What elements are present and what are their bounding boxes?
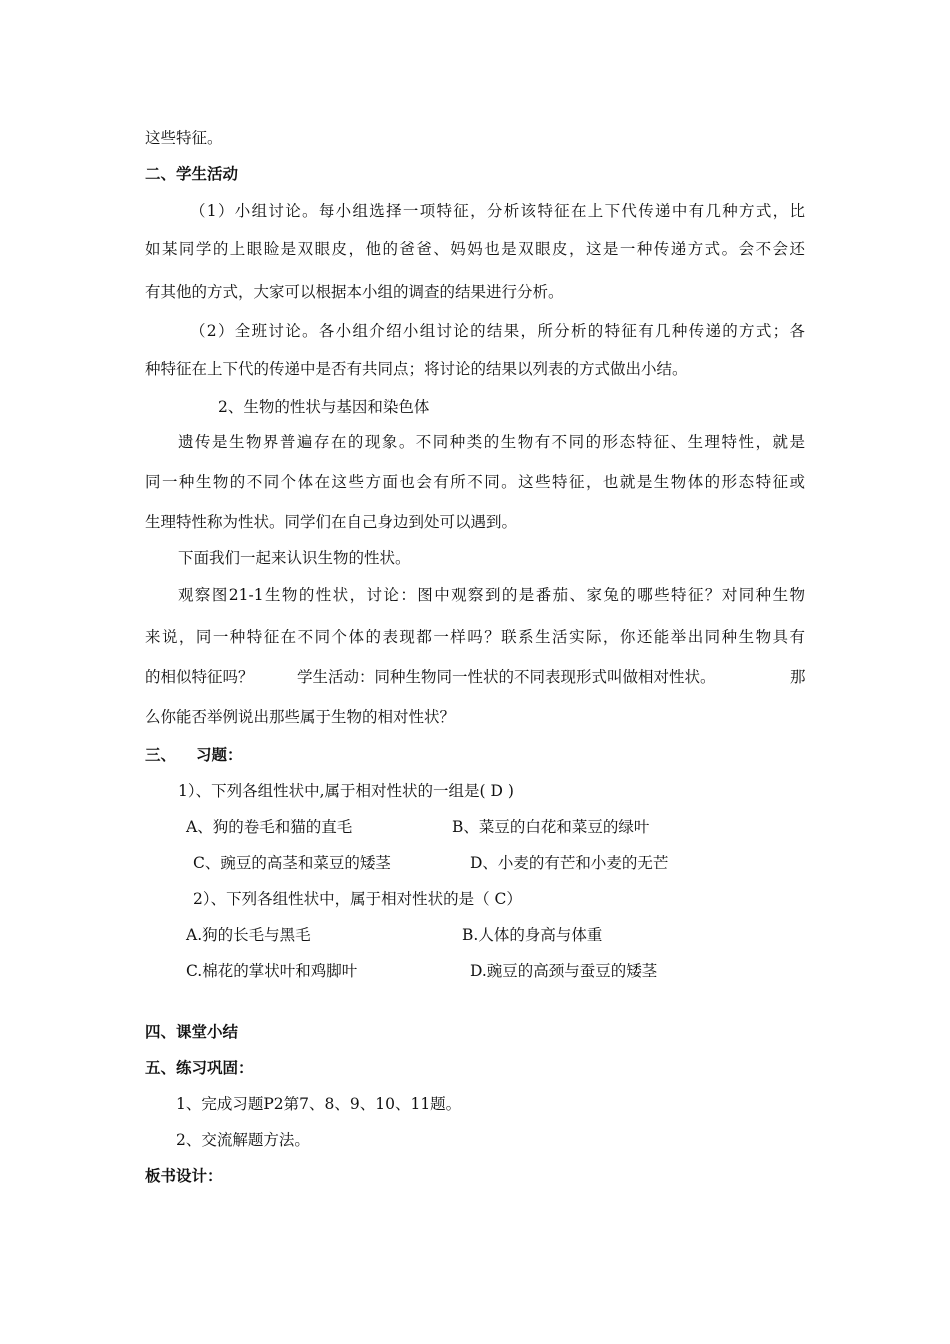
para3-line2: 来说，同一种特征在不同个体的表现都一样吗？联系生活实际，你还能举出同种生物具有 xyxy=(145,628,805,646)
exercise-item-1: 1、完成习题P2第7、8、9、10、11题。 xyxy=(176,1095,462,1113)
heading-board-design: 板书设计： xyxy=(145,1166,223,1185)
heading-practice: 五、练习巩固： xyxy=(145,1058,254,1077)
question2-stem: 2）、下列各组性状中，属于相对性状的是（ C） xyxy=(193,890,522,908)
subheading-traits-genes: 2、生物的性状与基因和染色体 xyxy=(218,398,430,416)
para2: 下面我们一起来认识生物的性状。 xyxy=(178,549,411,567)
heading-exercises-title: 习题： xyxy=(196,745,243,764)
activity1-line3: 有其他的方式，大家可以根据本小组的调查的结果进行分析。 xyxy=(145,283,564,301)
exercise-item-2: 2、交流解题方法。 xyxy=(176,1131,310,1149)
question1-option-b: B、菜豆的白花和菜豆的绿叶 xyxy=(452,818,650,836)
question1-option-c: C、豌豆的高茎和菜豆的矮茎 xyxy=(193,854,391,872)
question1-option-a: A、狗的卷毛和猫的直毛 xyxy=(186,818,353,836)
question2-option-c: C.棉花的掌状叶和鸡脚叶 xyxy=(186,962,358,980)
heading-exercises-number: 三、 xyxy=(145,745,177,764)
heading-class-summary: 四、课堂小结 xyxy=(145,1022,239,1041)
question1-option-d: D、小麦的有芒和小麦的无芒 xyxy=(470,854,669,872)
para3-line3b: 学生活动：同种生物同一性状的不同表现形式叫做相对性状。 xyxy=(297,668,716,686)
activity1-line1: （1）小组讨论。每小组选择一项特征，分析该特征在上下代传递中有几种方式，比 xyxy=(190,202,805,220)
question2-option-b: B.人体的身高与体重 xyxy=(462,926,603,944)
para3-line3c: 那 xyxy=(790,668,806,686)
question1-stem: 1）、下列各组性状中,属于相对性状的一组是( D ) xyxy=(178,782,514,800)
para1-line3: 生理特性称为性状。同学们在自己身边到处可以遇到。 xyxy=(145,513,518,531)
para3-line4: 么你能否举例说出那些属于生物的相对性状？ xyxy=(145,708,456,726)
para1-line1: 遗传是生物界普遍存在的现象。不同种类的生物有不同的形态特征、生理特性，就是 xyxy=(178,433,805,451)
heading-student-activity: 二、学生活动 xyxy=(145,164,239,183)
intro-tail: 这些特征。 xyxy=(145,129,223,147)
activity1-line2: 如某同学的上眼睑是双眼皮，他的爸爸、妈妈也是双眼皮，这是一种传递方式。会不会还 xyxy=(145,240,805,258)
question2-option-a: A.狗的长毛与黑毛 xyxy=(186,926,311,944)
activity2-line1: （2）全班讨论。各小组介绍小组讨论的结果，所分析的特征有几种传递的方式；各 xyxy=(190,322,805,340)
para3-line3a: 的相似特征吗？ xyxy=(145,668,254,686)
question2-option-d: D.豌豆的高颈与蚕豆的矮茎 xyxy=(470,962,658,980)
para1-line2: 同一种生物的不同个体在这些方面也会有所不同。这些特征，也就是生物体的形态特征或 xyxy=(145,473,805,491)
activity2-line2: 种特征在上下代的传递中是否有共同点；将讨论的结果以列表的方式做出小结。 xyxy=(145,360,688,378)
para3-line1: 观察图21-1生物的性状，讨论：图中观察到的是番茄、家兔的哪些特征？对同种生物 xyxy=(178,586,805,604)
